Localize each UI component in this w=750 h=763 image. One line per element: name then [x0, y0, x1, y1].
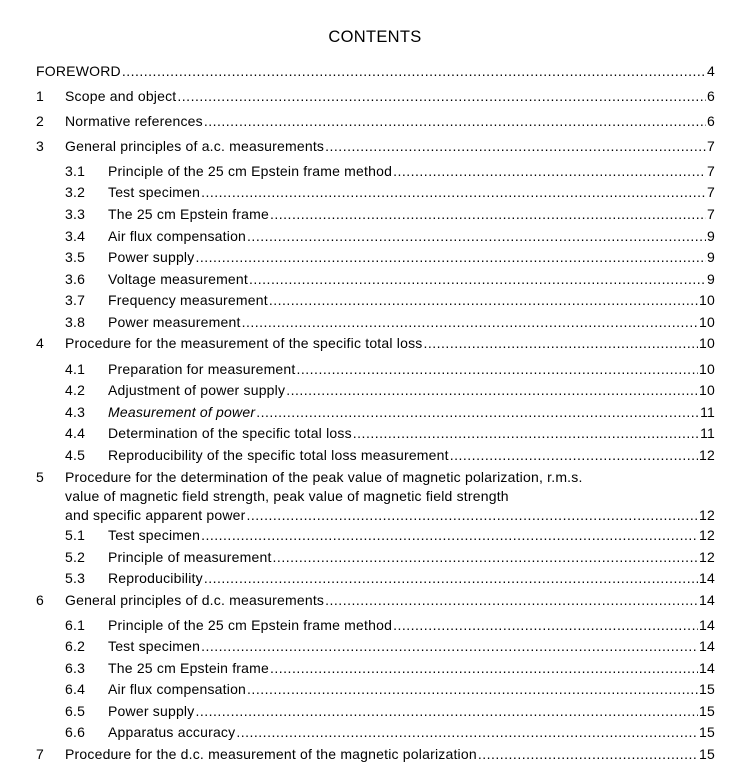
toc-entry-line: [36, 63, 715, 80]
toc-entry-line: [65, 138, 715, 155]
toc-entry-page: 7: [707, 184, 715, 200]
toc-entry-line: [65, 592, 715, 609]
toc-entry-page: 15: [699, 681, 715, 697]
toc-entry-title: Test specimen: [108, 527, 201, 543]
toc-entry-page: 10: [699, 382, 715, 398]
dot-leader: [201, 527, 698, 544]
toc-entry-page: 9: [707, 249, 715, 265]
toc-entry-page: 14: [699, 617, 715, 633]
dot-leader: [270, 206, 706, 223]
toc-entry-title: The 25 cm Epstein frame: [108, 206, 269, 222]
toc-entry-title: Reproducibility: [108, 570, 203, 586]
toc-entry-line: [108, 271, 715, 288]
toc-entry-title: Test specimen: [108, 184, 201, 200]
toc-entry-title: Procedure for the d.c. measurement of the magnetic polarization: [65, 746, 477, 762]
toc-entry-title: Frequency measurement: [108, 292, 268, 308]
dot-leader: [269, 292, 698, 309]
toc-entry-number: 3.3: [65, 206, 86, 222]
toc-entry-page: 14: [699, 638, 715, 654]
dot-leader: [450, 447, 698, 464]
toc-entry-line: [108, 163, 715, 180]
dot-leader: [204, 570, 698, 587]
dot-leader: [353, 425, 699, 442]
toc-entry-number: 4.4: [65, 425, 86, 441]
toc-entry-line: [108, 382, 715, 399]
toc-entry-title: General principles of a.c. measurements: [65, 138, 325, 154]
dot-leader: [297, 361, 699, 378]
toc-entry-title: Apparatus accuracy: [108, 724, 236, 740]
toc-entry-title: Principle of measurement: [108, 549, 272, 565]
dot-leader: [122, 63, 706, 80]
toc-entry-line: [108, 206, 715, 223]
toc-entry-number: 6.4: [65, 681, 86, 697]
toc-entry-title: Procedure for the measurement of the specific total loss: [65, 335, 423, 351]
toc-entry-page: 7: [707, 163, 715, 179]
toc-entry-number: 5.2: [65, 549, 86, 565]
toc-entry-number: 3.8: [65, 314, 86, 330]
toc-entry-page: 9: [707, 271, 715, 287]
toc-entry-number: 2: [36, 113, 44, 129]
toc-entry-number: 6.1: [65, 617, 86, 633]
toc-entry-page: 12: [699, 527, 715, 543]
dot-leader: [249, 271, 706, 288]
dot-leader: [204, 113, 706, 130]
toc-entry-title: Air flux compensation: [108, 681, 247, 697]
toc-entry-page: 11: [700, 425, 715, 441]
toc-entry-number: 4.5: [65, 447, 86, 463]
toc-entry-line: [108, 425, 715, 442]
toc-entry-line: [108, 527, 715, 544]
toc-entry-title: Normative references: [65, 113, 203, 129]
toc-entry-number: 3.5: [65, 249, 86, 265]
dot-leader: [242, 314, 698, 331]
toc-entry-line: [108, 447, 715, 464]
dot-leader: [236, 724, 698, 741]
dot-leader: [201, 184, 706, 201]
toc-entry-page: 10: [699, 314, 715, 330]
dot-leader: [201, 638, 698, 655]
toc-entry-number: 6.3: [65, 660, 86, 676]
dot-leader: [423, 335, 698, 352]
toc-entry-title: Voltage measurement: [108, 271, 248, 287]
toc-entry-page: 10: [699, 292, 715, 308]
toc-entry-page: 12: [699, 549, 715, 565]
toc-entry-page: 9: [707, 228, 715, 244]
toc-entry-line: [108, 184, 715, 201]
toc-entry-line: [65, 335, 715, 352]
toc-entry-page: 7: [707, 138, 715, 154]
toc-entry-page: 15: [699, 703, 715, 719]
toc-entry-page: 15: [699, 746, 715, 762]
dot-leader: [270, 660, 698, 677]
toc-entry-title: Reproducibility of the specific total loss measurement: [108, 447, 449, 463]
toc-entry-number: 3.6: [65, 271, 86, 287]
toc-entry-page: 14: [699, 592, 715, 608]
toc-entry-title: General principles of d.c. measurements: [65, 592, 325, 608]
toc-entry-number: 4: [36, 335, 44, 351]
dot-leader: [195, 703, 698, 720]
toc-entry-page: 6: [707, 113, 715, 129]
toc-entry-line: [108, 404, 715, 421]
toc-entry-title: and specific apparent power: [65, 507, 246, 523]
dot-leader: [325, 592, 698, 609]
dot-leader: [247, 507, 699, 524]
toc-entry-line: [108, 724, 715, 741]
toc-entry-title: Scope and object: [65, 88, 177, 104]
dot-leader: [256, 404, 699, 421]
toc-entry-line: [108, 292, 715, 309]
toc-entry-line: [65, 113, 715, 130]
toc-entry-number: 6.2: [65, 638, 86, 654]
toc-entry-number: 5: [36, 469, 44, 485]
toc-entry-number: 4.2: [65, 382, 86, 398]
dot-leader: [325, 138, 706, 155]
toc-entry-title: Determination of the specific total loss: [108, 425, 352, 441]
toc-entry-number: 6.5: [65, 703, 86, 719]
toc-entry-page: 12: [699, 507, 715, 523]
toc-entry-line: [108, 681, 715, 698]
toc-entry-title: Power measurement: [108, 314, 241, 330]
toc-entry-page: 7: [707, 206, 715, 222]
toc-entry-title-line: value of magnetic field strength, peak value of magnetic field strength: [65, 488, 509, 504]
toc-entry-title: Test specimen: [108, 638, 201, 654]
dot-leader: [393, 163, 706, 180]
toc-entry-number: 1: [36, 88, 44, 104]
toc-entry-number: 4.1: [65, 361, 86, 377]
dot-leader: [177, 88, 706, 105]
toc-entry-number: 5.3: [65, 570, 86, 586]
toc-entry-number: 3.7: [65, 292, 86, 308]
toc-entry-line: [108, 228, 715, 245]
toc-entry-line: [108, 361, 715, 378]
toc-entry-line: [65, 507, 715, 524]
toc-entry-number: 6: [36, 592, 44, 608]
toc-entry-number: 3.2: [65, 184, 86, 200]
toc-entry-title: Power supply: [108, 249, 195, 265]
toc-entry-line: [108, 249, 715, 266]
toc-entry-line: [108, 660, 715, 677]
toc-entry-title: FOREWORD: [36, 63, 121, 79]
toc-entry-number: 5.1: [65, 527, 86, 543]
page-title: CONTENTS: [328, 28, 422, 46]
dot-leader: [247, 228, 706, 245]
toc-entry-title: Preparation for measurement: [108, 361, 296, 377]
toc-entry-line: [108, 703, 715, 720]
toc-entry-title-line: Procedure for the determination of the peak value of magnetic polarization, r.m.s.: [65, 469, 583, 485]
toc-entry-line: [108, 549, 715, 566]
toc-entry-page: 4: [707, 63, 715, 79]
toc-entry-line: [108, 570, 715, 587]
toc-entry-number: 6.6: [65, 724, 86, 740]
toc-entry-line: [65, 88, 715, 105]
toc-entry-number: 4.3: [65, 404, 86, 420]
dot-leader: [393, 617, 698, 634]
dot-leader: [286, 382, 698, 399]
toc-entry-line: [108, 617, 715, 634]
toc-entry-title: Measurement of power: [108, 404, 256, 420]
toc-entry-page: 6: [707, 88, 715, 104]
toc-entry-page: 12: [699, 447, 715, 463]
toc-entry-title: Air flux compensation: [108, 228, 247, 244]
toc-entry-page: 10: [699, 361, 715, 377]
toc-entry-line: [108, 314, 715, 331]
toc-entry-page: 15: [699, 724, 715, 740]
dot-leader: [273, 549, 698, 566]
toc-entry-title: The 25 cm Epstein frame: [108, 660, 269, 676]
toc-entry-page: 14: [699, 570, 715, 586]
toc-entry-title: Principle of the 25 cm Epstein frame method: [108, 163, 393, 179]
toc-entry-page: 10: [699, 335, 715, 351]
toc-entry-line: [108, 638, 715, 655]
toc-entry-number: 3: [36, 138, 44, 154]
toc-entry-title: Principle of the 25 cm Epstein frame method: [108, 617, 393, 633]
toc-entry-number: 3.4: [65, 228, 86, 244]
toc-entry-number: 7: [36, 746, 44, 762]
toc-entry-title: Adjustment of power supply: [108, 382, 286, 398]
toc-entry-page: 14: [699, 660, 715, 676]
toc-entry-page: 11: [700, 404, 715, 420]
dot-leader: [247, 681, 698, 698]
toc-entry-number: 3.1: [65, 163, 86, 179]
dot-leader: [195, 249, 706, 266]
toc-entry-title: Power supply: [108, 703, 195, 719]
